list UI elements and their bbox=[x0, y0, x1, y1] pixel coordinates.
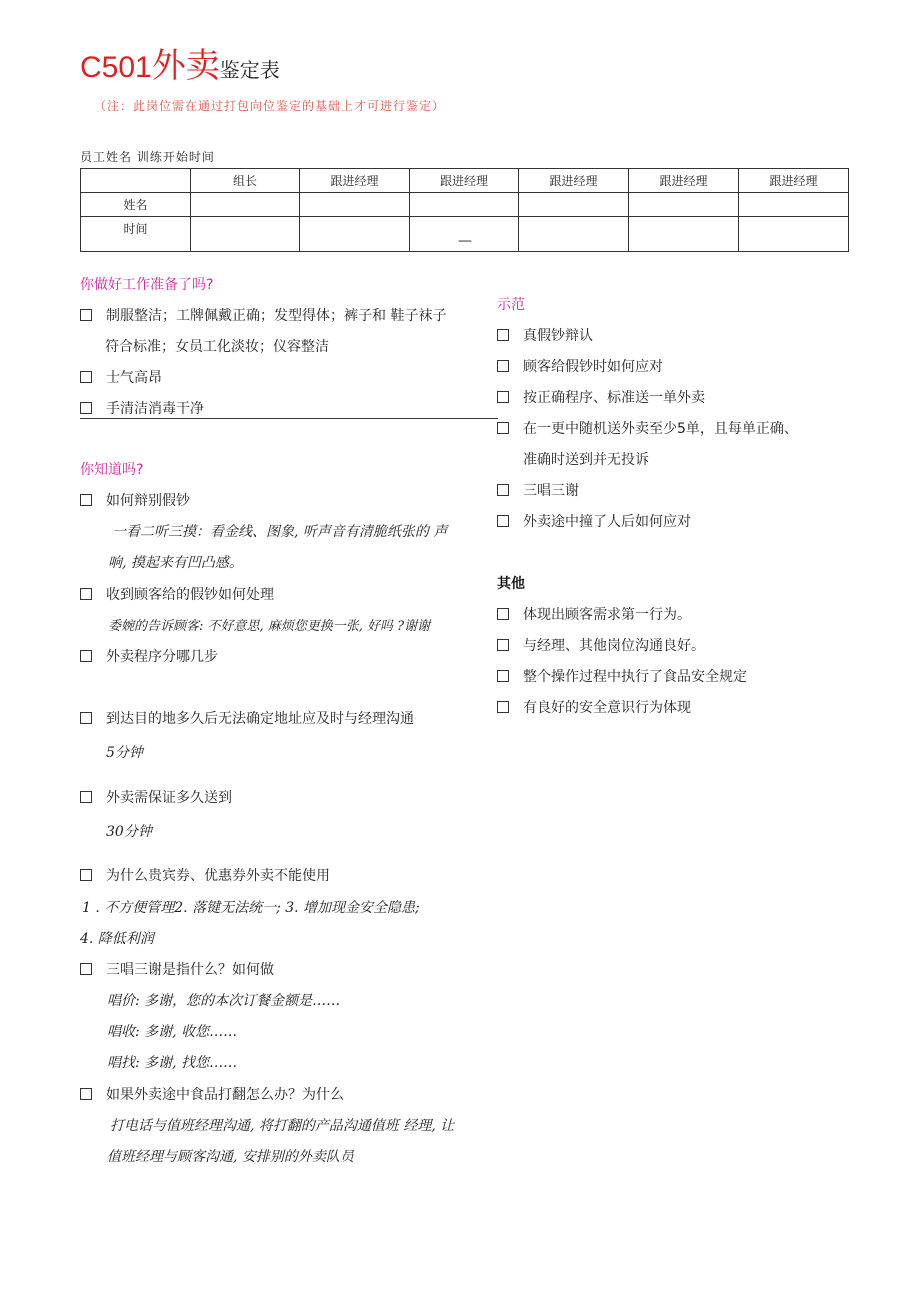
demo-item-label: 三唱三谢 bbox=[523, 483, 579, 499]
prep-heading: 你做好工作准备了吗? bbox=[80, 277, 214, 293]
demo-item-label: 顾客给假钞时如何应对 bbox=[523, 359, 663, 375]
answer-text: 唱收: 多谢, 收您…… bbox=[107, 1024, 238, 1040]
sign-cell[interactable] bbox=[739, 193, 849, 217]
sign-cell[interactable] bbox=[300, 193, 410, 217]
row-label-time: 时间 bbox=[81, 217, 191, 252]
table-row-time bbox=[81, 217, 849, 252]
sign-cell[interactable] bbox=[191, 217, 300, 252]
checkbox-icon[interactable] bbox=[80, 588, 92, 600]
prep-item-label: 制服整洁；工牌佩戴正确；发型得体；裤子和 鞋子袜子 bbox=[106, 308, 447, 324]
sign-cell[interactable] bbox=[519, 217, 629, 252]
checkbox-icon[interactable] bbox=[497, 639, 509, 651]
question-label: 到达目的地多久后无法确定地址应及时与经理沟通 bbox=[106, 711, 414, 727]
demo-heading: 示范 bbox=[497, 297, 525, 313]
table-corner-cell bbox=[81, 169, 191, 193]
know-question[interactable] bbox=[80, 708, 414, 728]
know-heading: 你知道吗? bbox=[80, 462, 144, 478]
prep-item[interactable] bbox=[80, 398, 204, 418]
title-code: C501 bbox=[80, 51, 152, 84]
table-header-cell: 跟进经理 bbox=[300, 169, 410, 193]
answer-text: 1 . 不方便管理2. 落键无法统一; 3. 增加现金安全隐患; bbox=[82, 900, 420, 916]
demo-item[interactable] bbox=[497, 418, 798, 438]
checkbox-icon[interactable] bbox=[497, 360, 509, 372]
checkbox-icon[interactable] bbox=[497, 329, 509, 341]
checkbox-icon[interactable] bbox=[80, 309, 92, 321]
checkbox-icon[interactable] bbox=[80, 650, 92, 662]
question-label: 为什么贵宾券、优惠券外卖不能使用 bbox=[106, 868, 330, 884]
demo-item-label: 按正确程序、标准送一单外卖 bbox=[523, 390, 705, 406]
answer-text: 唱找: 多谢, 找您…… bbox=[107, 1055, 238, 1071]
signature-table bbox=[80, 168, 849, 252]
demo-item[interactable] bbox=[497, 480, 579, 500]
checkbox-icon[interactable] bbox=[497, 701, 509, 713]
prep-item-label: 手清洁消毒干净 bbox=[106, 401, 204, 417]
table-header-cell: 跟进经理 bbox=[519, 169, 629, 193]
sign-cell[interactable] bbox=[300, 217, 410, 252]
demo-item[interactable] bbox=[497, 511, 691, 531]
demo-item-label: 真假钞辩认 bbox=[523, 328, 593, 344]
answer-text: 唱价: 多谢，您的本次订餐金额是…… bbox=[107, 993, 341, 1009]
answer-text: 一看二听三摸：看金线、图象, 听声音有清脆纸张的 声 bbox=[112, 524, 448, 540]
table-header-row bbox=[81, 169, 849, 193]
checkbox-icon[interactable] bbox=[497, 422, 509, 434]
know-question[interactable] bbox=[80, 490, 190, 510]
prep-item-continued: 符合标准；女员工化淡妆；仪容整洁 bbox=[105, 339, 329, 355]
document-title bbox=[80, 38, 280, 87]
prep-item-label: 士气高昂 bbox=[106, 370, 162, 386]
answer-text: 值班经理与顾客沟通, 安排别的外卖队员 bbox=[107, 1149, 354, 1165]
answer-text: 打电话与值班经理沟通, 将打翻的产品沟通值班 经理, 让 bbox=[110, 1118, 455, 1134]
employee-line: 员工姓名 训练开始时间 bbox=[80, 150, 215, 164]
question-label: 如何辩别假钞 bbox=[106, 493, 190, 509]
question-label: 外卖程序分哪几步 bbox=[106, 649, 218, 665]
checkbox-icon[interactable] bbox=[80, 1088, 92, 1100]
other-item-label: 整个操作过程中执行了食品安全规定 bbox=[523, 669, 747, 685]
answer-text: 委婉的告诉顾客: 不好意思, 麻烦您更换一张, 好吗 ?谢谢 bbox=[108, 619, 431, 634]
checkbox-icon[interactable] bbox=[80, 494, 92, 506]
question-label: 如果外卖途中食品打翻怎么办？为什么 bbox=[106, 1087, 344, 1103]
other-item[interactable] bbox=[497, 666, 747, 686]
checkbox-icon[interactable] bbox=[497, 608, 509, 620]
note-text: （注：此岗位需在通过打包向位鉴定的基础上才可进行鉴定） bbox=[94, 99, 446, 113]
checkbox-icon[interactable] bbox=[80, 963, 92, 975]
checkbox-icon[interactable] bbox=[497, 484, 509, 496]
demo-item-label: 在一更中随机送外卖至少5单，且每单正确、 bbox=[523, 421, 798, 437]
sign-cell[interactable] bbox=[519, 193, 629, 217]
dash-mark: — bbox=[458, 233, 472, 249]
prep-item[interactable] bbox=[80, 367, 162, 387]
row-label-name: 姓名 bbox=[81, 193, 191, 217]
other-item[interactable] bbox=[497, 697, 691, 717]
question-label: 外卖需保证多久送到 bbox=[106, 790, 232, 806]
section-divider bbox=[80, 418, 498, 419]
table-header-cell: 跟进经理 bbox=[629, 169, 739, 193]
know-question[interactable] bbox=[80, 584, 274, 604]
other-item-label: 有良好的安全意识行为体现 bbox=[523, 700, 691, 716]
sign-cell[interactable] bbox=[739, 217, 849, 252]
table-row-name bbox=[81, 193, 849, 217]
know-question[interactable] bbox=[80, 1084, 344, 1104]
know-question[interactable] bbox=[80, 865, 330, 885]
sign-cell[interactable] bbox=[410, 193, 519, 217]
other-item-label: 与经理、其他岗位沟通良好。 bbox=[523, 638, 705, 654]
know-question[interactable] bbox=[80, 787, 232, 807]
demo-item-continued: 准确时送到并无投诉 bbox=[523, 452, 649, 468]
answer-text: 4. 降低利润 bbox=[80, 931, 154, 947]
checkbox-icon[interactable] bbox=[80, 712, 92, 724]
checkbox-icon[interactable] bbox=[497, 670, 509, 682]
know-question[interactable] bbox=[80, 646, 218, 666]
checkbox-icon[interactable] bbox=[80, 402, 92, 414]
other-item[interactable] bbox=[497, 604, 691, 624]
demo-item[interactable] bbox=[497, 325, 593, 345]
answer-text: 5分钟 bbox=[106, 745, 143, 761]
answer-text: 响, 摸起来有凹凸感。 bbox=[108, 555, 243, 571]
other-item[interactable] bbox=[497, 635, 705, 655]
title-sub: 鉴定表 bbox=[219, 58, 280, 82]
checkbox-icon[interactable] bbox=[80, 869, 92, 881]
sign-cell[interactable] bbox=[629, 217, 739, 252]
checkbox-icon[interactable] bbox=[497, 515, 509, 527]
question-label: 收到顾客给的假钞如何处理 bbox=[106, 587, 274, 603]
sign-cell[interactable] bbox=[410, 217, 519, 252]
other-heading: 其他 bbox=[497, 576, 525, 592]
demo-item-label: 外卖途中撞了人后如何应对 bbox=[523, 514, 691, 530]
title-name: 外卖 bbox=[151, 46, 220, 86]
answer-text: 30分钟 bbox=[106, 824, 152, 840]
checkbox-icon[interactable] bbox=[80, 791, 92, 803]
demo-item[interactable] bbox=[497, 387, 705, 407]
know-question[interactable] bbox=[80, 959, 274, 979]
sign-cell[interactable] bbox=[629, 193, 739, 217]
checkbox-icon[interactable] bbox=[497, 391, 509, 403]
table-header-cell: 跟进经理 bbox=[739, 169, 849, 193]
prep-item[interactable] bbox=[80, 305, 446, 325]
question-label: 三唱三谢是指什么？如何做 bbox=[106, 962, 274, 978]
demo-item[interactable] bbox=[497, 356, 663, 376]
table-header-cell: 跟进经理 bbox=[410, 169, 519, 193]
other-item-label: 体现出顾客需求第一行为。 bbox=[523, 607, 691, 623]
sign-cell[interactable] bbox=[191, 193, 300, 217]
checkbox-icon[interactable] bbox=[80, 371, 92, 383]
table-header-cell: 组长 bbox=[191, 169, 300, 193]
